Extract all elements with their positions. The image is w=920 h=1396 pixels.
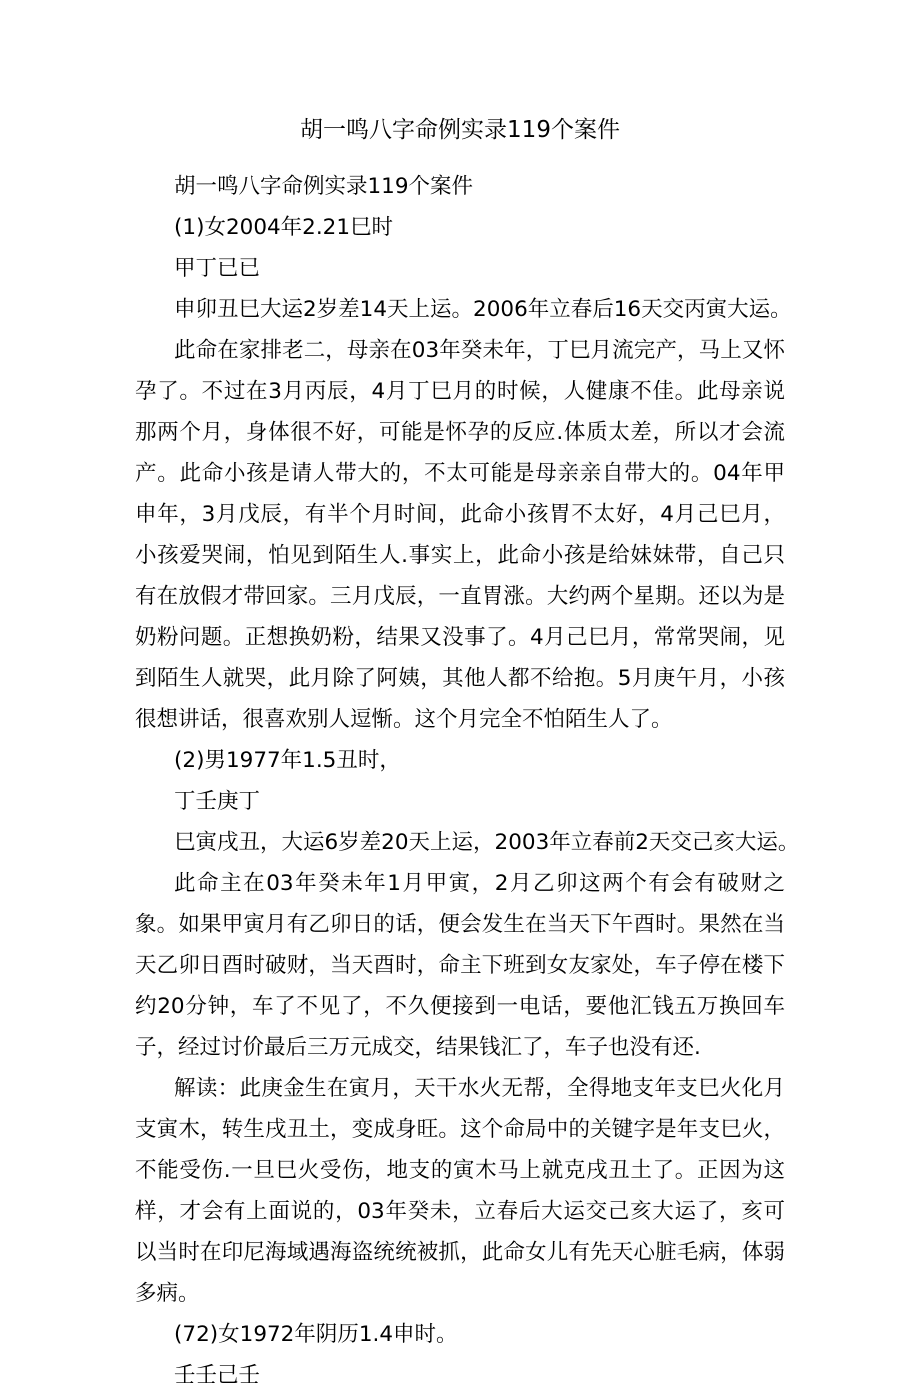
document-body — [135, 166, 800, 1396]
paragraph-case-72-header: (72)女1972年阴历1.4申时。 — [174, 1322, 458, 1347]
paragraph-case-2-branches: 巳寅戌丑，大运6岁差20天上运，2003年立春前2天交己亥大运。 — [174, 830, 800, 855]
paragraph-case-1-branches: 申卯丑巳大运2岁差14天上运。2006年立春后16天交丙寅大运。 — [174, 297, 792, 322]
paragraph-case-2-stems: 丁壬庚丁 — [174, 789, 261, 814]
paragraph-case-72-stems: 壬壬己壬 — [174, 1363, 261, 1388]
paragraph-case-1-stems: 甲丁已已 — [174, 256, 261, 281]
paragraph-case-2-story: 此命主在03年癸未年1月甲寅，2月乙卯这两个有会有破财之象。如果甲寅月有乙卯日的话，便会发生在当天下午酉时。果然在当天乙卯日酉时破财，当天酉时，命主下班到女友家处，车子停在楼下约20分钟，车了不见了，不久便接到一电话，要他汇钱五万换回车子，经过讨价最后三万元成交，结果钱汇了，车子也没有还. — [135, 871, 785, 1060]
paragraph-case-2-analysis: 解读：此庚金生在寅月，天干水火无帮，全得地支年支巳火化月支寅木，转生戌丑土，变成身旺。这个命局中的关键字是年支巳火，不能受伤.一旦巳火受伤，地支的寅木马上就克戌丑土了。正因为这样，才会有上面说的，03年癸未，立春后大运交己亥大运了，亥可以当时在印尼海域遇海盗统统被抓，此命女儿有先天心脏毛病，体弱多病。 — [135, 1076, 785, 1306]
page-title: 胡一鸣八字命例实录119个案件 — [300, 117, 620, 143]
paragraph-case-2-header: (2)男1977年1.5丑时， — [174, 748, 401, 773]
paragraph-case-1-story: 此命在家排老二，母亲在03年癸未年，丁巳月流完产，马上又怀孕了。不过在3月丙辰，4月丁巳月的时候，人健康不佳。此母亲说那两个月，身体很不好，可能是怀孕的反应.体质太差，所以才会流产。此命小孩是请人带大的，不太可能是母亲亲自带大的。04年甲申年，3月戊辰，有半个月时间，此命小孩胃不太好，4月己巳月，小孩爱哭闹，怕见到陌生人.事实上，此命小孩是给妹妹带，自己只有在放假才带回家。三月戊辰，一直胃涨。大约两个星期。还以为是奶粉问题。正想换奶粉，结果又没事了。4月己巳月，常常哭闹，见到陌生人就哭，此月除了阿姨，其他人都不给抱。5月庚午月，小孩很想讲话，很喜欢别人逗惭。这个月完全不怕陌生人了。 — [135, 338, 785, 732]
paragraph-heading: 胡一鸣八字命例实录119个案件 — [174, 174, 474, 199]
paragraph-case-1-header: (1)女2004年2.21巳时 — [174, 215, 394, 240]
